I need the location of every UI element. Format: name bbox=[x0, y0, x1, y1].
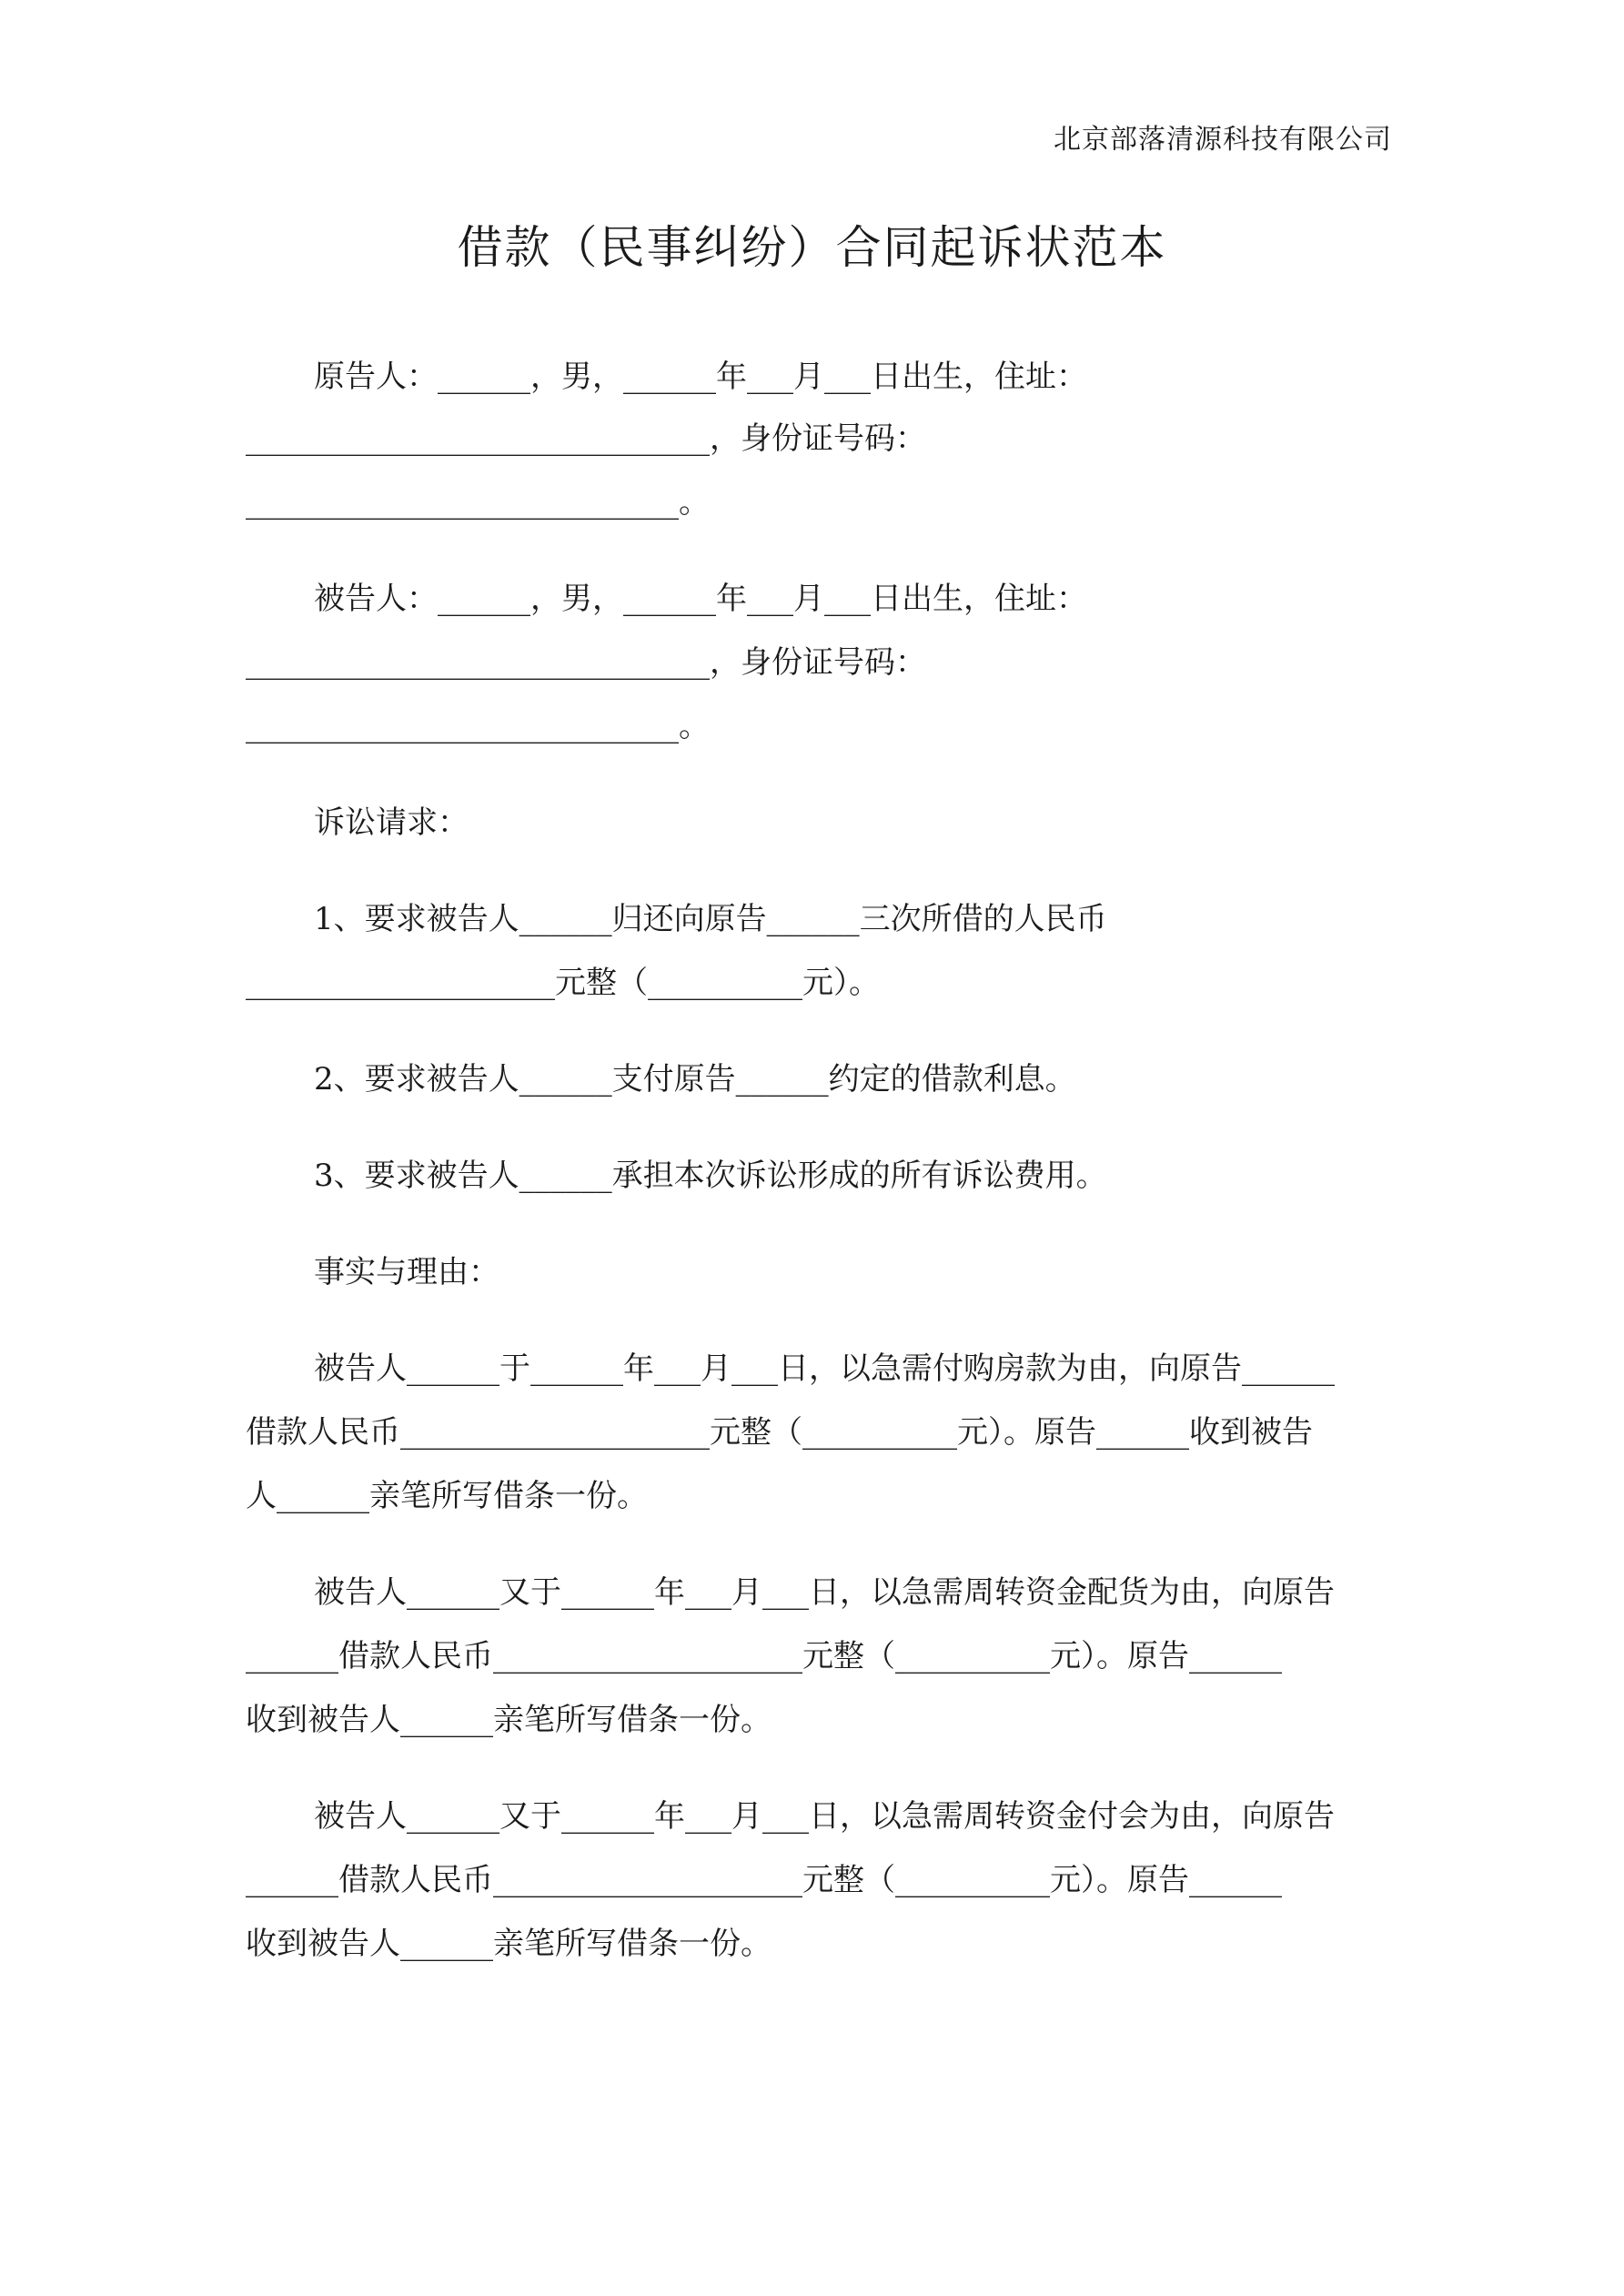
claims-heading: 诉讼请求： bbox=[314, 804, 469, 841]
claim-1-line-2: ____________________元整（__________元）。 bbox=[246, 965, 880, 1001]
defendant-line-2: ______________________________，身份证号码： bbox=[246, 644, 926, 681]
header-company-name: 北京部落清源科技有限公司 bbox=[1054, 124, 1392, 156]
facts-para-3-line-2: ______借款人民币____________________元整（__________元）。原告______ bbox=[246, 1862, 1282, 1898]
plaintiff-line-2: ______________________________，身份证号码： bbox=[246, 420, 926, 457]
claim-3: 3、要求被告人______承担本次诉讼形成的所有诉讼费用。 bbox=[314, 1158, 1107, 1194]
plaintiff-line-3: ____________________________。 bbox=[246, 484, 710, 521]
defendant-line-1: 被告人：______，男，______年___月___日出生，住址： bbox=[314, 581, 1087, 617]
document-title: 借款（民事纠纷）合同起诉状范本 bbox=[457, 221, 1167, 274]
facts-para-3-line-1: 被告人______又于______年___月___日，以急需周转资金付会为由，向原告 bbox=[314, 1798, 1335, 1835]
plaintiff-line-1: 原告人：______，男，______年___月___日出生，住址： bbox=[314, 359, 1087, 395]
facts-para-2-line-1: 被告人______又于______年___月___日，以急需周转资金配货为由，向原告 bbox=[314, 1574, 1335, 1611]
facts-para-2-line-3: 收到被告人______亲笔所写借条一份。 bbox=[246, 1702, 772, 1738]
facts-para-1-line-3: 人______亲笔所写借条一份。 bbox=[246, 1478, 648, 1514]
claim-2: 2、要求被告人______支付原告______约定的借款利息。 bbox=[314, 1061, 1076, 1097]
facts-para-3-line-3: 收到被告人______亲笔所写借条一份。 bbox=[246, 1926, 772, 1962]
facts-para-1-line-2: 借款人民币____________________元整（__________元）。原告______收到被告 bbox=[246, 1414, 1313, 1451]
defendant-line-3: ____________________________。 bbox=[246, 708, 710, 744]
facts-para-2-line-2: ______借款人民币____________________元整（__________元）。原告______ bbox=[246, 1638, 1282, 1674]
facts-para-1-line-1: 被告人______于______年___月___日，以急需付购房款为由，向原告______ bbox=[314, 1350, 1335, 1387]
facts-heading: 事实与理由： bbox=[314, 1254, 499, 1290]
claim-1-line-1: 1、要求被告人______归还向原告______三次所借的人民币 bbox=[314, 901, 1107, 937]
